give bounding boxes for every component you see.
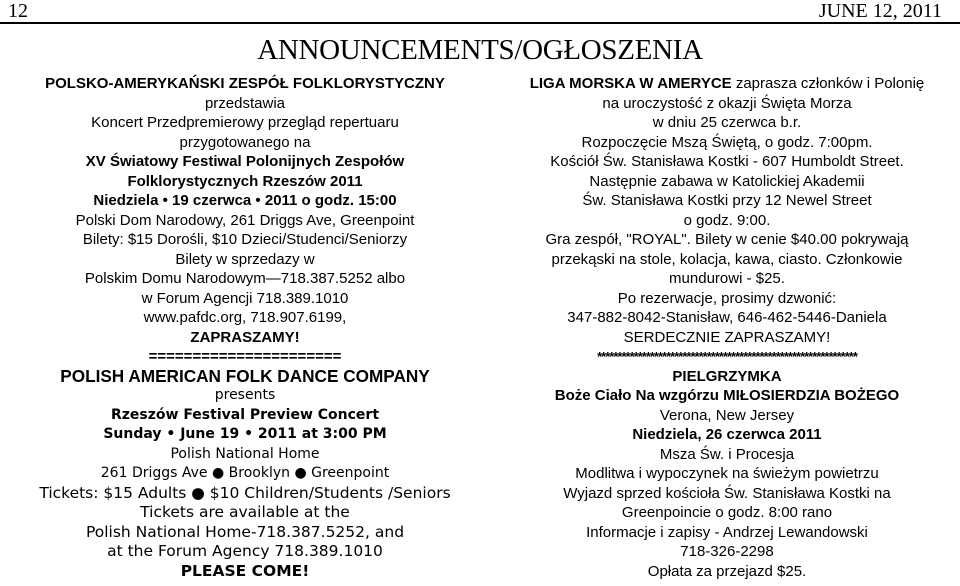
divider-line: **************************************************************** (597, 349, 857, 364)
announcement-line: mundurowi - $25. (669, 270, 785, 287)
announcement-line: przekąski na stole, kolacja, kawa, ciasto. Członkowie (551, 250, 903, 268)
page-number: 12 (8, 0, 28, 22)
page-header (0, 0, 960, 24)
announcement-line: przedstawia (204, 94, 286, 112)
announcement-line: Św. Stanisława Kostki przy 12 Newel Street (582, 192, 872, 209)
announcement-line: o godz. 9:00. (683, 211, 771, 229)
pilgrimage-title: PIELGRZYMKA (672, 367, 782, 385)
announcement-line: w dniu 25 czerwca b.r. (652, 114, 802, 131)
organization-name: LIGA MORSKA W AMERYCE (529, 75, 732, 92)
announcement-line: Greenpoincie o godz. 8:00 rano (621, 504, 833, 521)
announcement-line: Tickets are available at the (140, 503, 350, 521)
announcement-line: na uroczystość z okazji Święta Morza (602, 94, 852, 112)
announcement-line: Msza Św. i Procesja (659, 445, 795, 463)
liga-morska-announcement (494, 74, 960, 581)
invite-line: SERDECZNIE ZAPRASZAMY! (623, 328, 831, 346)
invite-line: ZAPRASZAMY! (190, 328, 300, 346)
announcement-line: Modlitwa i wypoczynek na świeżym powietrzu (575, 465, 879, 482)
announcement-line (494, 74, 960, 94)
contact-line: 347-882-8042-Stanisław, 646-462-5446-Daniela (567, 309, 887, 326)
announcement-line: at the Forum Agency 718.389.1010 (107, 542, 383, 560)
announcement-line: Koncert Przedpremierowy przegląd repertuaru (91, 114, 399, 131)
fee-line: Opłata za przejazd $25. (647, 562, 807, 580)
pilgrimage-date: Niedziela, 26 czerwca 2011 (632, 426, 822, 443)
invite-line: PLEASE COME! (180, 561, 310, 580)
announcement-line: w Forum Agencji 718.389.1010 (141, 289, 349, 307)
announcement-line: Verona, New Jersey (659, 406, 795, 424)
announcement-line: presents (214, 387, 276, 403)
announcement-line: Folklorystycznych Rzeszów 2011 (127, 172, 363, 190)
tickets-line: Bilety: $15 Dorośli, $10 Dzieci/Studenci/Seniorzy (82, 231, 408, 248)
announcement-line: Polish National Home (170, 445, 320, 462)
announcement-line: Kościół Św. Stanisława Kostki - 607 Humboldt Street. (550, 153, 904, 170)
announcement-text: zaprasza członków i Polonię (731, 75, 925, 92)
announcement-line: Wyjazd sprzed kościoła Św. Stanisława Kostki na (563, 484, 891, 502)
announcement-line: Polish National Home-718.387.5252, and (85, 522, 405, 541)
issue-date: JUNE 12, 2011 (818, 0, 942, 22)
phone-line: 718-326-2298 (680, 543, 774, 560)
announcement-line: Rozpoczęcie Mszą Świętą, o godz. 7:00pm. (581, 133, 873, 151)
english-headline: POLISH AMERICAN FOLK DANCE COMPANY (60, 365, 430, 386)
announcement-line: Polskim Domu Narodowym—718.387.5252 albo (84, 270, 406, 287)
tickets-line: Tickets: $15 Adults ● $10 Children/Students /Seniors (39, 483, 451, 502)
announcement-line: Następnie zabawa w Katolickiej Akademii (589, 172, 865, 190)
pilgrimage-subtitle: Boże Ciało Na wzgórzu MIŁOSIERDZIA BOŻEGO (554, 387, 900, 404)
venue-line: Polski Dom Narodowy, 261 Driggs Ave, Greenpoint (75, 211, 415, 229)
announcement-headline: POLSKO-AMERYKAŃSKI ZESPÓŁ FOLKLORYSTYCZNY (45, 75, 445, 92)
announcement-line: Bilety w sprzedazy w (175, 250, 315, 268)
announcement-line: Informacje i zapisy - Andrzej Lewandowski (586, 523, 868, 541)
announcement-line: przygotowanego na (179, 133, 311, 151)
announcement-line: Rzeszów Festival Preview Concert (110, 406, 380, 423)
divider-line: ====================== (148, 348, 342, 365)
folk-dance-announcement (0, 74, 490, 581)
address-line: 261 Driggs Ave ● Brooklyn ● Greenpoint (100, 465, 390, 481)
announcement-line: XV Światowy Festiwal Polonijnych Zespołów (85, 153, 405, 170)
announcement-line: Po rezerwacje, prosimy dzwonić: (617, 289, 837, 307)
event-date-line: Sunday • June 19 • 2011 at 3:00 PM (103, 426, 387, 442)
header-rule (0, 22, 960, 24)
section-title: ANNOUNCEMENTS/OGŁOSZENIA (257, 34, 703, 66)
website-line: www.pafdc.org, 718.907.6199, (143, 309, 347, 326)
announcement-line: Gra zespół, "ROYAL". Bilety w cenie $40.00 pokrywają (545, 231, 909, 248)
event-date-line: Niedziela • 19 czerwca • 2011 o godz. 15:00 (93, 192, 397, 209)
